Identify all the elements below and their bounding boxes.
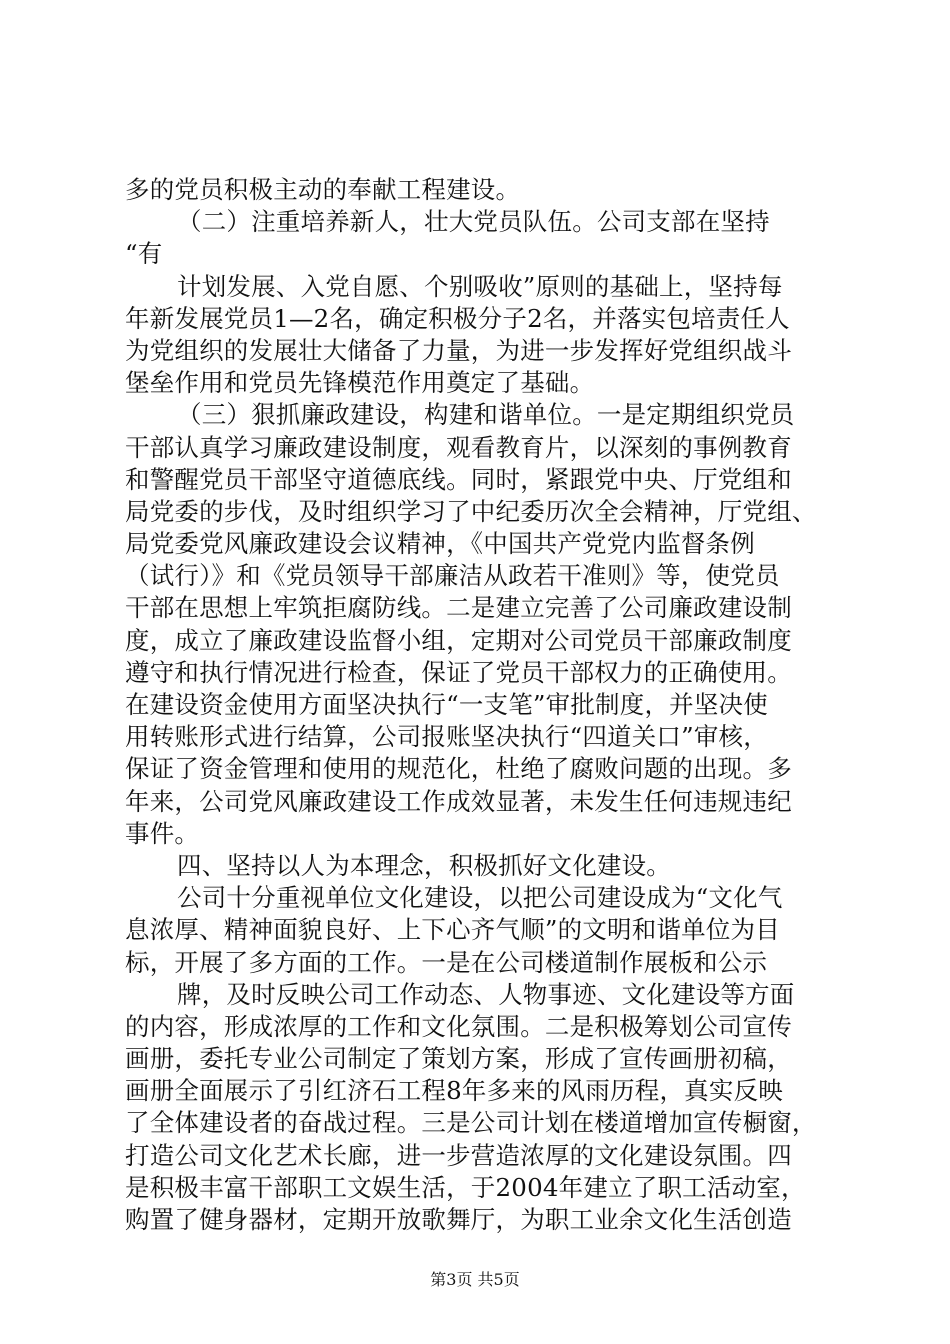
text-line: 度，成立了廉政建设监督小组，定期对公司党员干部廉政制度 [125,625,792,655]
text-line: （试行）》和《党员领导干部廉洁从政若干准则》等，使党员 [125,561,780,591]
text-line: 事件。 [125,818,200,848]
text-line: 为党组织的发展壮大储备了力量，为进一步发挥好党组织战斗 [125,335,792,365]
text-line: 和警醒党员干部坚守道德底线。同时，紧跟党中央、厅党组和 [125,464,792,494]
text-line: （二）注重培养新人，壮大党员队伍。公司支部在坚持 [177,207,770,237]
text-line: 用转账形式进行结算，公司报账坚决执行“四道关口”审核， [125,722,768,752]
text-line: 局党委的步伐，及时组织学习了中纪委历次全会精神，厅党组、 [125,496,817,526]
text-line: 干部在思想上牢筑拒腐防线。二是建立完善了公司廉政建设制 [125,593,792,623]
text-line: 息浓厚、精神面貌良好、上下心齐气顺”的文明和谐单位为目 [125,915,780,945]
text-line: 在建设资金使用方面坚决执行“一支笔”审批制度，并坚决使 [125,690,768,719]
text-line: 堡垒作用和党员先锋模范作用奠定了基础。 [125,368,595,398]
text-line: 是积极丰富干部职工文娱生活，于2004年建立了职工活动室， [125,1172,806,1202]
text-line: 年新发展党员1—2名，确定积极分子2名，并落实包培责任人 [125,303,790,333]
text-line: 画册全面展示了引红济石工程8年多来的风雨历程，真实反映 [125,1076,783,1106]
text-line: 年来，公司党风廉政建设工作成效显著，未发生任何违规违纪 [125,786,792,816]
text-line: 购置了健身器材，定期开放歌舞厅，为职工业余文化生活创造 [125,1205,792,1234]
text-line: 打造公司文化艺术长廊，进一步营造浓厚的文化建设氛围。四 [125,1140,792,1170]
text-line: 的内容，形成浓厚的工作和文化氛围。二是积极筹划公司宣传 [125,1011,792,1041]
text-line: 牌，及时反映公司工作动态、人物事迹、文化建设等方面 [177,979,795,1009]
text-line: 干部认真学习廉政建设制度，观看教育片，以深刻的事例教育 [125,432,792,462]
text-line: 公司十分重视单位文化建设，以把公司建设成为“文化气 [177,883,783,913]
text-line: 保证了资金管理和使用的规范化，杜绝了腐败问题的出现。多 [125,754,792,784]
text-line: （三）狠抓廉政建设，构建和谐单位。一是定期组织党员 [177,400,795,430]
page-number-footer: 第3页 共5页 [430,1270,520,1289]
text-line: 多的党员积极主动的奉献工程建设。 [125,175,521,204]
text-line: 四、坚持以人为本理念，积极抓好文化建设。 [177,850,671,880]
text-line: 标，开展了多方面的工作。一是在公司楼道制作展板和公示 [125,947,768,977]
text-line: 了全体建设者的奋战过程。三是公司计划在楼道增加宣传橱窗， [125,1108,817,1138]
text-line: 画册，委托专业公司制定了策划方案，形成了宣传画册初稿， [125,1044,792,1074]
text-line: 计划发展、入党自愿、个别吸收”原则的基础上，坚持每 [177,271,783,301]
text-line: 局党委党风廉政建设会议精神，《中国共产党党内监督条例 [125,529,755,559]
text-line: “有 [125,239,163,269]
document-body [125,174,845,1236]
text-line: 遵守和执行情况进行检查，保证了党员干部权力的正确使用。 [125,657,792,687]
